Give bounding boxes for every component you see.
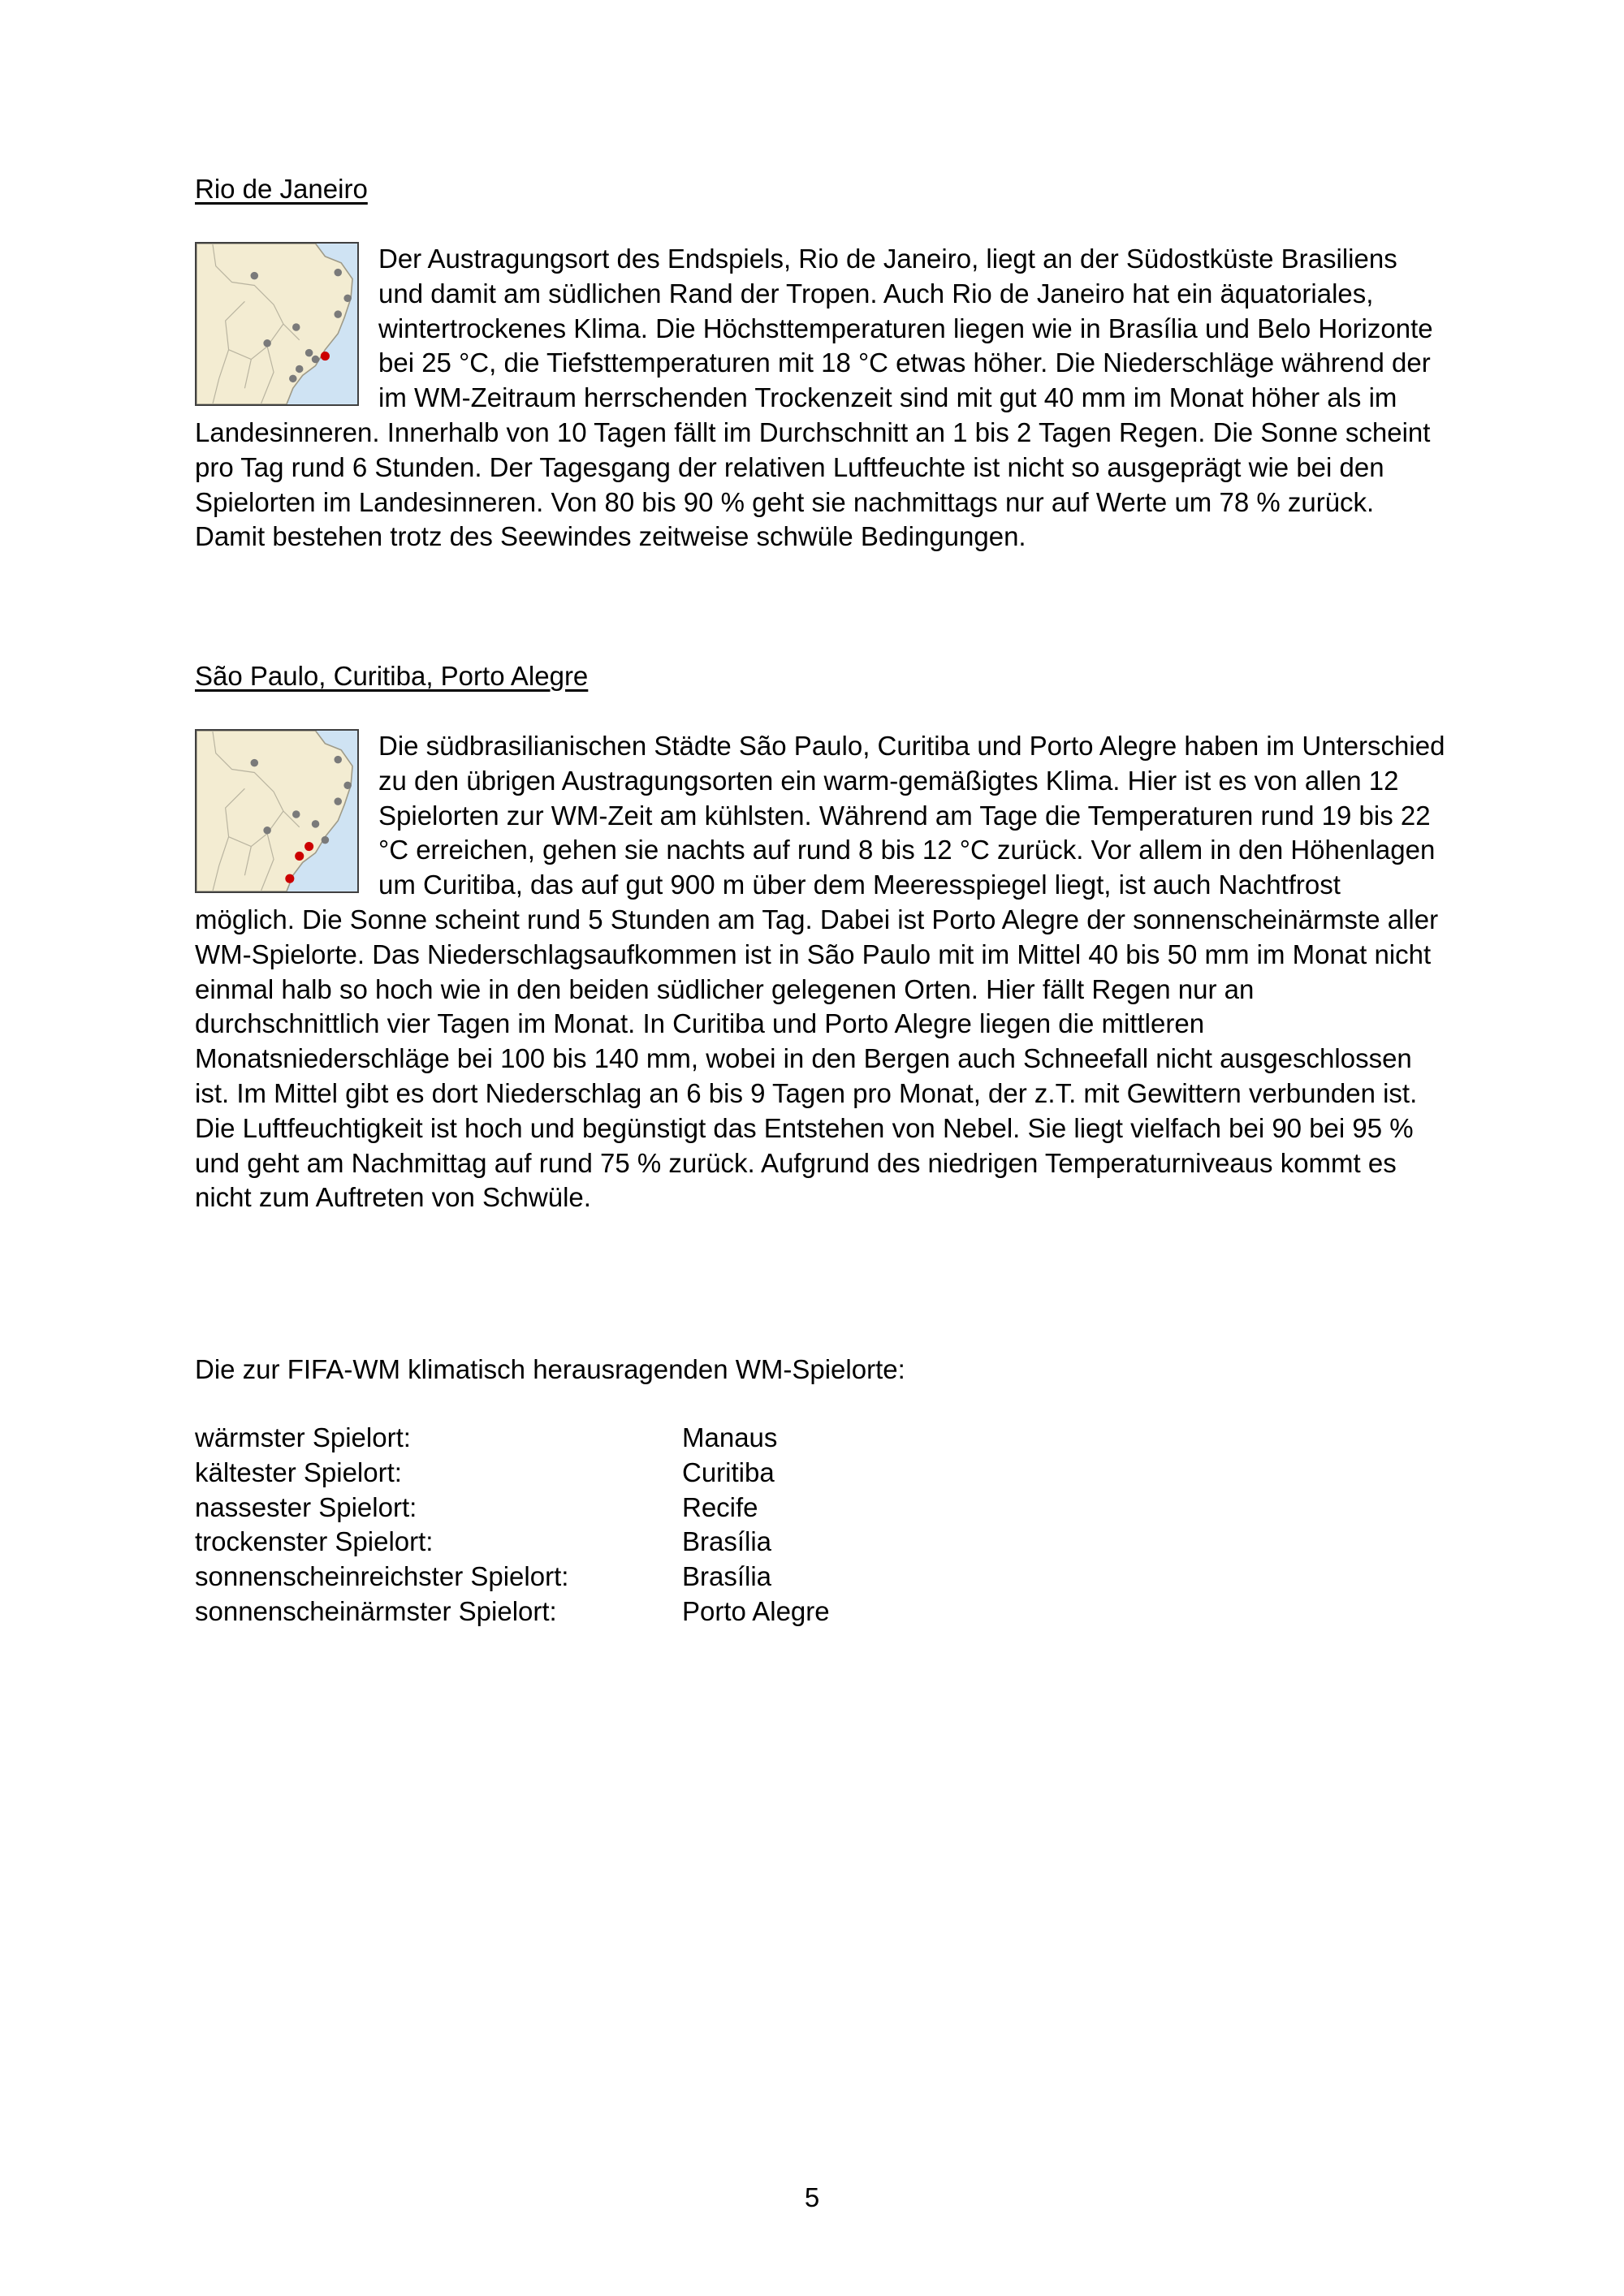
summary-label: sonnenscheinreichster Spielort: [195, 1561, 569, 1592]
summary-value: Recife [682, 1491, 758, 1522]
summary-intro: Die zur FIFA-WM klimatisch herausragenden WM-Spielorte: [195, 1354, 905, 1384]
brazil-map-south [197, 731, 357, 891]
section-text: Der Austragungsort des Endspiels, Rio de Janeiro, liegt an der Südostküste Brasiliens und damit am südlichen Rand der Tropen. Auch Rio de Janeiro hat ein äquatoriales, wintertrockenes Klima. Die Höchsttemperaturen liegen wie in Brasília und Belo Horizonte bei 25 °C, die Tiefsttemperaturen mit 18 °C etwas höher. Die Niederschläge während der im WM-Zeitraum herrschenden Trockenzeit sind mit gut 40 mm im Monat höher als im Landesinneren. Innerhalb von 10 Tagen fällt im Durchschnitt an 1 bis 2 Tagen Regen. Die Sonne scheint pro Tag rund 6 Stunden. Der Tagesgang der relativen Luftfeuchte ist nicht so ausgeprägt wie bei den Spielorten im Landesinneren. Von 80 bis 90 % geht sie nachmittags nur auf Werte um 78 % zurück. Damit bestehen trotz des Seewindes zeitweise schwüle Bedingungen. [195, 244, 1433, 552]
summary-row [195, 1525, 1169, 1560]
summary-label: trockenster Spielort: [195, 1526, 434, 1557]
summary-label: sonnenscheinärmster Spielort: [195, 1595, 557, 1626]
section-heading: Rio de Janeiro [195, 174, 368, 204]
summary-label: kältester Spielort: [195, 1457, 402, 1487]
summary-row [195, 1456, 1169, 1491]
summary-value: Porto Alegre [682, 1595, 830, 1626]
brazil-map-icon [195, 729, 359, 893]
summary-label: wärmster Spielort: [195, 1422, 411, 1452]
summary-label: nassester Spielort: [195, 1491, 417, 1522]
summary-table [195, 1421, 1169, 1629]
section-sao-paulo-curitiba-porto-alegre [195, 659, 1445, 1215]
brazil-map-rio [197, 244, 357, 404]
summary-row [195, 1560, 1169, 1595]
summary-row [195, 1595, 1169, 1629]
summary-value: Brasília [682, 1526, 772, 1557]
section-paragraph [195, 729, 1445, 1215]
summary-row [195, 1491, 1169, 1526]
section-rio-de-janeiro [195, 172, 1445, 555]
page-number: 5 [804, 2182, 820, 2212]
section-heading: São Paulo, Curitiba, Porto Alegre [195, 661, 589, 691]
brazil-map-icon [195, 242, 359, 406]
summary-value: Manaus [682, 1422, 778, 1452]
summary-value: Curitiba [682, 1457, 775, 1487]
section-text: Die südbrasilianischen Städte São Paulo, Curitiba und Porto Alegre haben im Unterschied zu den übrigen Austragungsorten ein warm-gemäßigtes Klima. Hier ist es von allen 12 Spielorten zur WM-Zeit am kühlsten. Während am Tage die Temperaturen rund 19 bis 22 °C erreichen, gehen sie nachts auf rund 8 bis 12 °C zurück. Vor allem in den Höhenlagen um Curitiba, das auf gut 900 m über dem Meeresspiegel liegt, ist auch Nachtfrost möglich. Die Sonne scheint rund 5 Stunden am Tag. Dabei ist Porto Alegre der sonnenscheinärmste aller WM-Spielorte. Das Niederschlagsaufkommen ist in São Paulo mit im Mittel 40 bis 50 mm im Monat nicht einmal halb so hoch wie in den beiden südlicher gelegenen Orten. Hier fällt Regen nur an durchschnittlich vier Tagen im Monat. In Curitiba und Porto Alegre liegen die mittleren Monatsniederschläge bei 100 bis 140 mm, wobei in den Bergen auch Schneefall nicht ausgeschlossen ist. Im Mittel gibt es dort Niederschlag an 6 bis 9 Tagen pro Monat, der z.T. mit Gewittern verbunden ist. Die Luftfeuchtigkeit ist hoch und begünstigt das Entstehen von Nebel. Sie liegt vielfach bei 90 bei 95 % und geht am Nachmittag auf rund 75 % zurück. Aufgrund des niedrigen Temperaturniveaus kommt es nicht zum Auftreten von Schwüle. [195, 731, 1445, 1213]
summary-value: Brasília [682, 1561, 772, 1592]
section-paragraph [195, 242, 1445, 555]
summary-row [195, 1421, 1169, 1456]
